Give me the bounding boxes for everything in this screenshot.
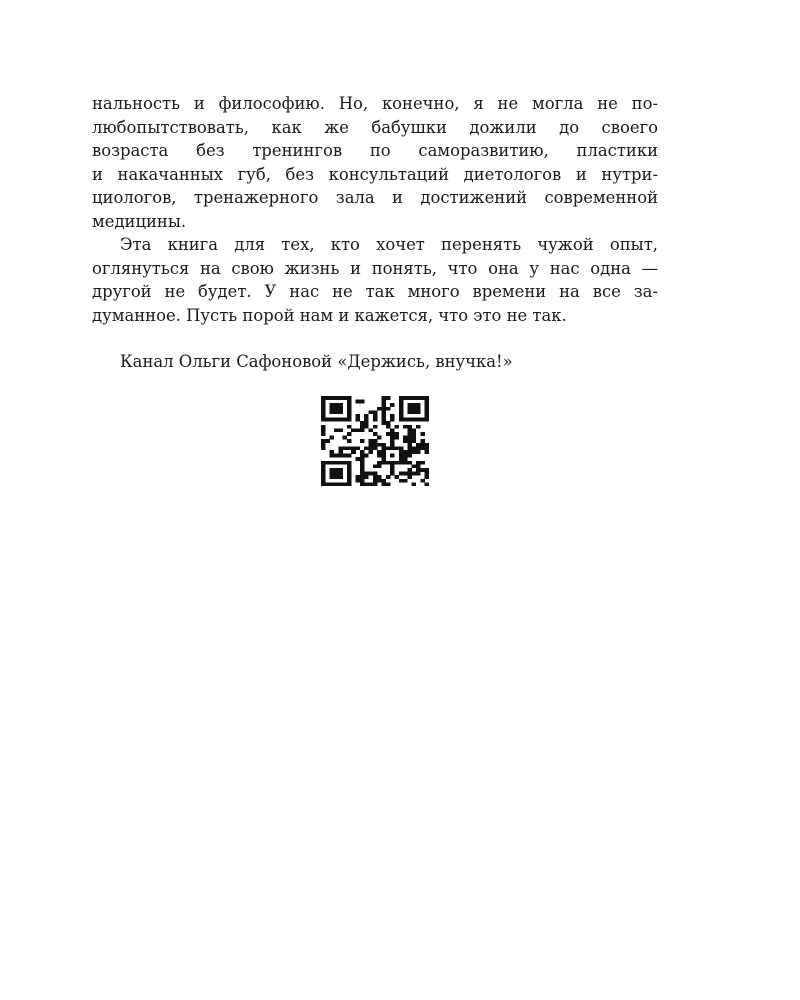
paragraph-1 bbox=[92, 92, 658, 233]
paragraph-2 bbox=[92, 233, 658, 327]
qr-code-icon[interactable] bbox=[321, 396, 429, 486]
text-line: другой не будет. У нас не так много времени на все за- bbox=[92, 282, 658, 301]
text-line: любопытствовать, как же бабушки дожили до своего bbox=[92, 117, 658, 137]
text-line: думанное. Пусть порой нам и кажется, что это не так. bbox=[92, 305, 567, 325]
book-page bbox=[92, 92, 658, 374]
text-line: нальность и философию. Но, конечно, я не могла не по- bbox=[92, 94, 658, 113]
text-line: и накачанных губ, без консультаций диетологов и нутри- bbox=[92, 164, 658, 184]
text-line: возраста без тренингов по саморазвитию, пластики bbox=[92, 141, 658, 160]
text-line: Эта книга для тех, кто хочет перенять чужой опыт, bbox=[120, 235, 658, 254]
text-line: оглянуться на свою жизнь и понять, что она у нас одна — bbox=[92, 258, 658, 278]
channel-caption: Канал Ольги Сафоновой «Держись, внучка!» bbox=[120, 352, 513, 371]
spacer bbox=[92, 327, 658, 350]
text-line: медицины. bbox=[92, 211, 187, 231]
text-line: циологов, тренажерного зала и достижений современной bbox=[92, 188, 658, 207]
